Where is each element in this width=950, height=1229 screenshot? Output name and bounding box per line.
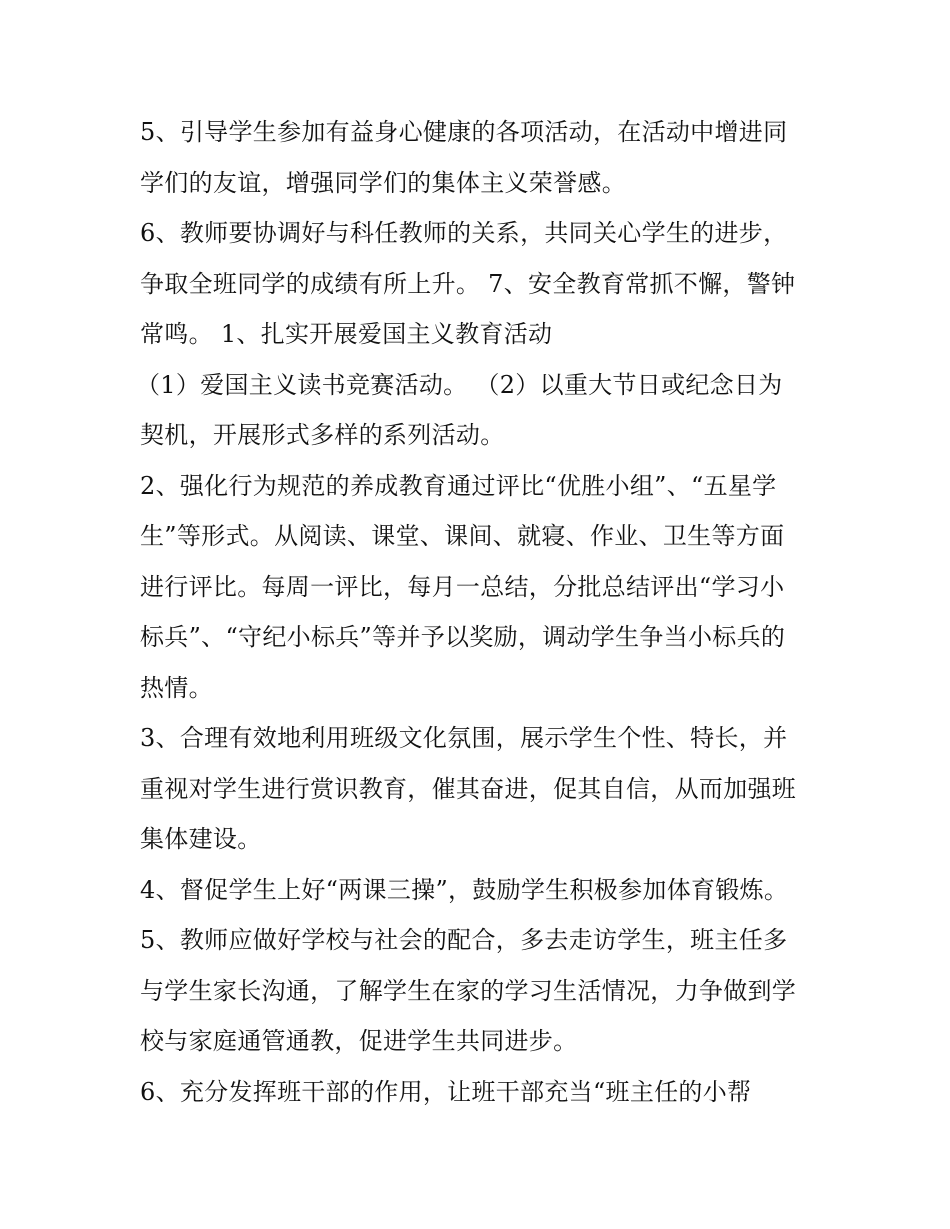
text-line: 标兵”、“守纪小标兵”等并予以奖励，调动学生争当小标兵的	[140, 623, 786, 651]
text-line: 3、合理有效地利用班级文化氛围，展示学生个性、特长，并	[140, 724, 788, 752]
document-body	[136, 107, 820, 1117]
text-line: 进行评比。每周一评比，每月一总结，分批总结评出“学习小	[140, 572, 785, 601]
text-line: 6、充分发挥班干部的作用，让班干部充当“班主任的小帮	[140, 1077, 752, 1106]
text-line: 学们的友谊，增强同学们的集体主义荣誉感。	[140, 168, 626, 197]
text-line: 生”等形式。从阅读、课堂、课间、就寝、作业、卫生等方面	[140, 522, 785, 550]
text-line: 校与家庭通管通教，促进学生共同进步。	[140, 1027, 578, 1055]
text-line: 5、引导学生参加有益身心健康的各项活动，在活动中增进同	[140, 118, 788, 146]
text-line: 重视对学生进行赏识教育，催其奋进，促其自信，从而加强班	[140, 774, 797, 803]
text-line: 6、教师要协调好与科任教师的关系，共同关心学生的进步，	[140, 219, 788, 247]
text-line: 常鸣。 1、扎实开展爱国主义教育活动	[140, 320, 553, 348]
text-line: （1）爱国主义读书竞赛活动。 （2）以重大节日或纪念日为	[136, 370, 783, 399]
text-line: 与学生家长沟通，了解学生在家的学习生活情况，力争做到学	[140, 976, 797, 1005]
text-line: 争取全班同学的成绩有所上升。 7、安全教育常抓不懈，警钟	[140, 269, 796, 298]
text-line: 热情。	[140, 673, 213, 702]
text-line: 契机，开展形式多样的系列活动。	[140, 421, 505, 449]
text-line: 2、强化行为规范的养成教育通过评比“优胜小组”、“五星学	[140, 471, 777, 500]
text-line: 4、督促学生上好“两课三操”，鼓励学生积极参加体育锻炼。	[140, 875, 789, 904]
text-line: 集体建设。	[140, 825, 262, 853]
text-line: 5、教师应做好学校与社会的配合，多去走访学生，班主任多	[140, 926, 788, 954]
